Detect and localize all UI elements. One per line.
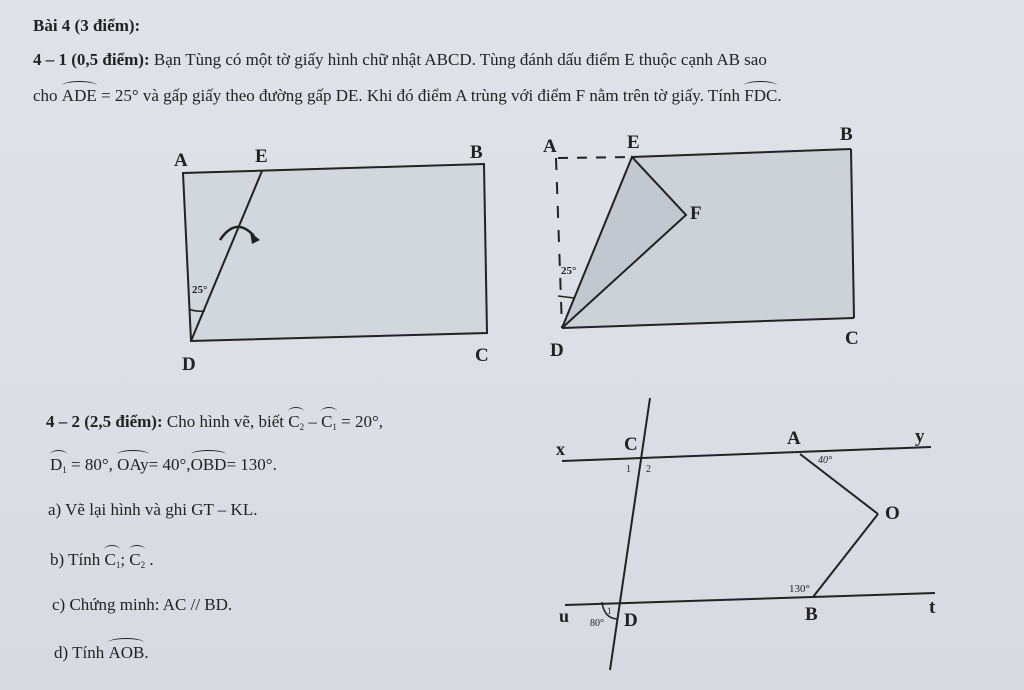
- c2-sub: 2: [140, 560, 146, 570]
- figure-folded: [543, 124, 859, 361]
- question-b: [50, 550, 154, 570]
- label-y: y: [915, 426, 925, 447]
- c1: C: [321, 412, 333, 431]
- angle-C1: [104, 550, 120, 570]
- c1-sub: 1: [332, 422, 337, 432]
- period: .: [144, 643, 149, 662]
- question-a: a) Vẽ lại hình và ghi GT – KL.: [48, 500, 258, 519]
- problem-4-2-intro: Cho hình vẽ, biết: [166, 412, 284, 431]
- point-B: B: [840, 124, 853, 145]
- line-xy: [562, 447, 931, 461]
- angle-label-D1: 1: [607, 606, 612, 616]
- angle-label-25: 25°: [192, 284, 208, 296]
- problem-4-1-label: 4 – 1 (0,5 điểm):: [33, 50, 150, 69]
- point-C: C: [475, 345, 489, 366]
- problem-4-2-line2: [50, 455, 277, 475]
- angle-D1: [50, 455, 67, 475]
- segment-AO: [800, 454, 878, 514]
- point-B: B: [805, 604, 818, 625]
- angle-OBD: OBD: [190, 455, 227, 474]
- angle-OAy: OAy: [117, 455, 149, 474]
- label-u: u: [559, 606, 570, 626]
- text-cho: cho: [33, 86, 58, 105]
- dashed-AD: [556, 158, 562, 328]
- point-F: F: [690, 203, 702, 224]
- period: .: [777, 86, 782, 105]
- problem-4-2-line1: [46, 412, 383, 432]
- oay-value: = 40°,: [148, 455, 191, 474]
- point-E: E: [627, 132, 640, 153]
- point-A: A: [543, 136, 557, 157]
- problem-4-2-label: 4 – 2 (2,5 điểm):: [46, 412, 163, 431]
- problem-4-1-text1: Bạn Tùng có một tờ giấy hình chữ nhật ABCD. Tùng đánh dấu điểm E thuộc cạnh AB sao: [153, 50, 767, 69]
- angle-label-80: 80°: [590, 618, 604, 629]
- c2-sub: 2: [299, 422, 305, 432]
- exercise-title: Bài 4 (3 điểm):: [33, 16, 141, 35]
- d1-value: = 80°,: [71, 455, 113, 474]
- angle-ADE: ADE: [61, 86, 97, 105]
- figure-parallel-lines: [556, 398, 936, 670]
- angle-label-25: 25°: [561, 265, 577, 277]
- question-c: c) Chứng minh: AC // BD.: [52, 595, 233, 614]
- c1-sub: 1: [115, 560, 121, 570]
- c2: C: [288, 412, 300, 431]
- c-diff-value: = 20°,: [341, 412, 384, 431]
- problem-4-1-text2: và gấp giấy theo đường gấp DE. Khi đó điểm A trùng với điểm F nằm trên tờ giấy. Tính: [142, 86, 740, 105]
- point-C: C: [845, 328, 859, 349]
- period: .: [149, 550, 154, 569]
- point-A: A: [174, 150, 188, 171]
- point-E: E: [255, 146, 268, 167]
- angle-AOB: AOB: [108, 643, 145, 662]
- separator: ;: [120, 550, 126, 569]
- point-D: D: [550, 340, 564, 361]
- obd-value: = 130°.: [226, 455, 277, 474]
- point-D: D: [182, 354, 196, 375]
- angle-FDC: FDC: [744, 86, 778, 105]
- point-D: D: [624, 610, 638, 631]
- dashed-AE: [558, 157, 632, 158]
- c1: C: [104, 550, 116, 569]
- point-C: C: [624, 434, 638, 455]
- point-O: O: [885, 503, 900, 524]
- label-t: t: [929, 597, 936, 618]
- minus: –: [308, 412, 317, 431]
- question-d: [54, 643, 149, 663]
- angle-label-130: 130°: [789, 583, 810, 595]
- d1: D: [50, 455, 63, 474]
- segment-OB: [813, 514, 878, 597]
- angle-C2: [129, 550, 145, 570]
- angle-ADE-value: = 25°: [101, 86, 139, 105]
- c2: C: [129, 550, 141, 569]
- question-d-prefix: d) Tính: [54, 643, 105, 662]
- angle-label-1: 1: [626, 464, 631, 475]
- point-A: A: [787, 428, 801, 449]
- label-x: x: [556, 439, 565, 459]
- angle-label-40: 40°: [818, 455, 832, 466]
- figure-rectangle-abcd: [174, 142, 489, 375]
- d1-sub: 1: [62, 465, 67, 475]
- angle-label-2: 2: [646, 464, 651, 475]
- question-b-prefix: b) Tính: [50, 550, 101, 569]
- angle-C2: [288, 412, 304, 432]
- angle-C1: [321, 412, 337, 432]
- point-B: B: [470, 142, 483, 163]
